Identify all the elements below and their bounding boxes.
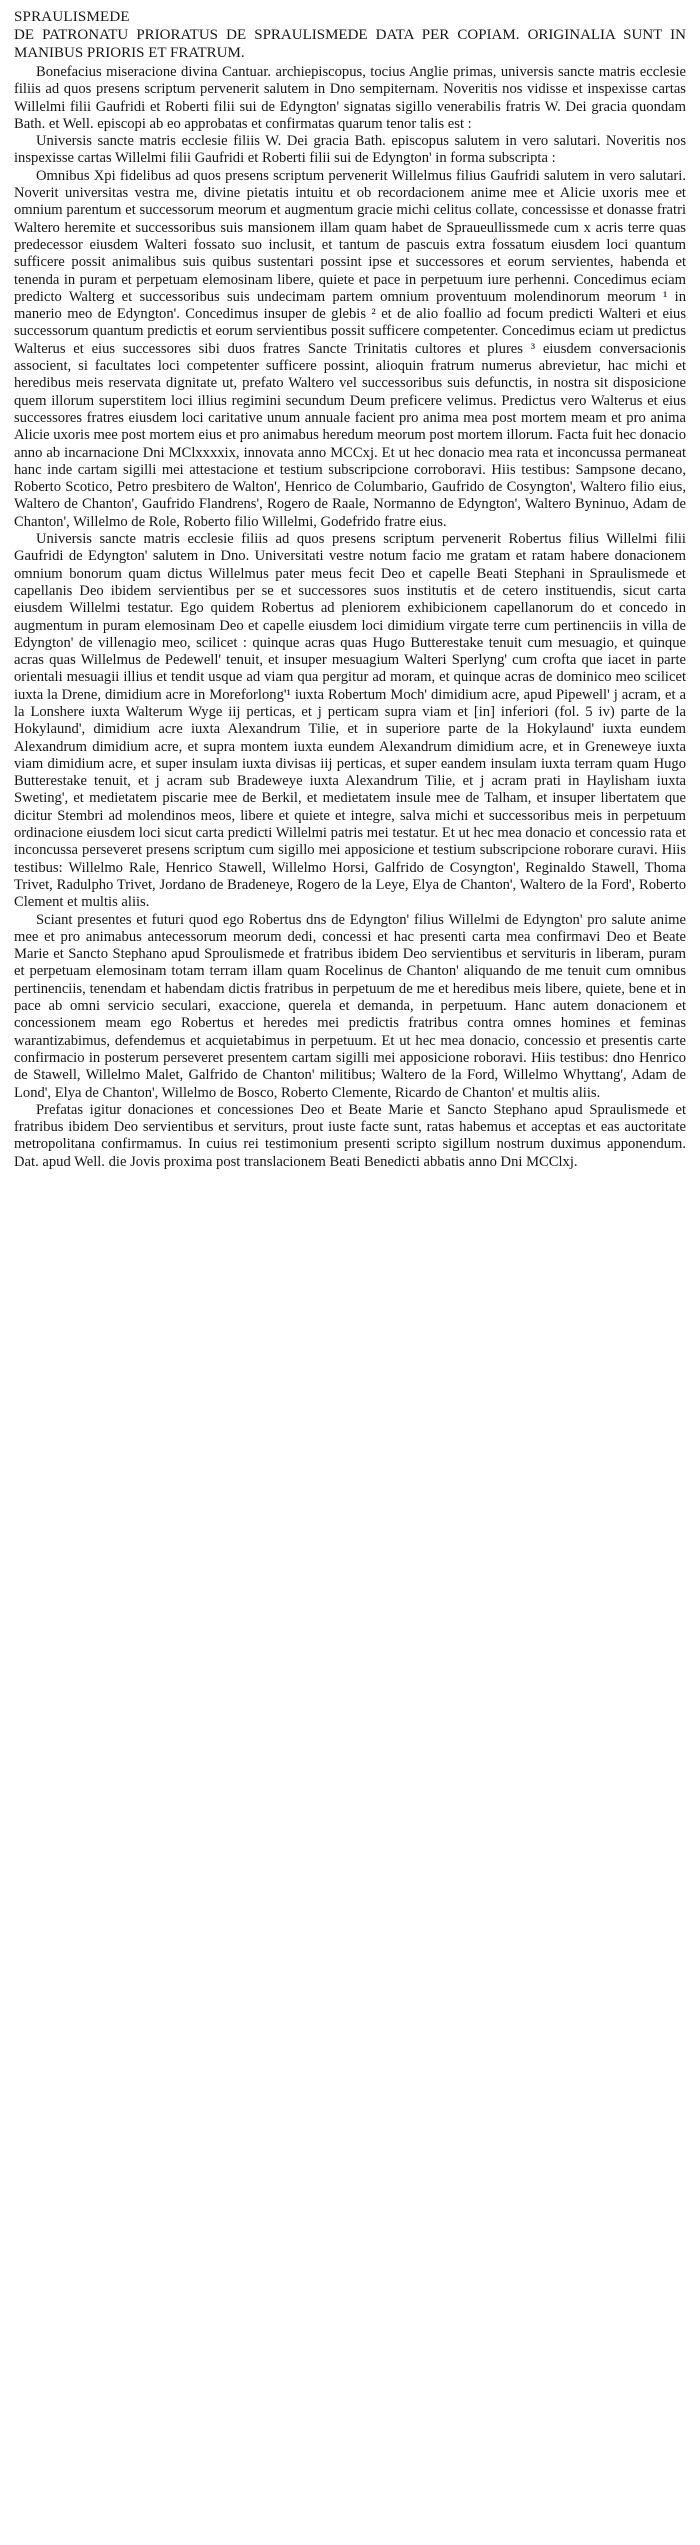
paragraph-confirmation: Prefatas igitur donaciones et concessiones Deo et Beate Marie et Sancto Stephano apud Spraulismede et fratribus ibidem Deo servientibus et serviturs, prout iuste facte sunt, ratas habemus et acceptas et eas auctoritate metropolitana confirmamus. In cuius rei testimonium presenti scripto sigillum nostrum duximus apponendum. Dat. apud Well. die Jovis proxima post translacionem Beati Benedicti abbatis anno Dni MCClxj. [14,1101,686,1170]
document-subheading: DE PATRONATU PRIORATUS DE SPRAULISMEDE DATA PER COPIAM. ORIGINALIA SUNT IN MANIBUS PRIORIS ET FRATRUM. [14,27,686,61]
document-heading: SPRAULISMEDE [14,9,130,25]
paragraph-willelmus-charter: Omnibus Xpi fidelibus ad quos presens scriptum pervenerit Willelmus filius Gaufridi salutem in vero salutari. Noverit universitas vestra me, divine pietatis intuitu et ob recordacionem anime mee et Alicie uxoris mee et omnium parentum et successorum meorum et augmentum gracie michi celitus collate, concessisse et donasse fratri Waltero heremite et successoribus suis mansionem illam quam habet de Spraueullissmede cum x acris terre quas predecessor eiusdem Walteri fossato suo inclusit, et tantum de pascuis extra fossatum eiusdem loci quantum sufficere possit animalibus suis quibus sustentari possint ipse et successores et eorum servientes, habenda et tenenda in puram et perpetuam elemosinam libere, quiete et pace in perpetuum iure perhenni. Concedimus eciam predicto Walterg et successoribus suis undecimam partem omnium proventuum molendinorum meorum ¹ in manerio meo de Edyngton'. Concedimus insuper de glebis ² et de alio foallio ad focum predicti Walteri et eius successorum quantum predictis et eorum servientibus possit sufficere competenter. Concedimus eciam ut predictus Walterus et eius successores sibi duos fratres Sancte Trinitatis cultores et plures ³ eiusdem conversacionis associent, si facultates loci competenter sufficere possint, alioquin fratrum numerus abrevietur, hac michi et heredibus meis reservata dignitate ut, prefato Waltero vel successoribus suis defunctis, in nostra sit disposicione quem illorum superstitem loci illius regimini secundum Deum preficere velimus. Predictus vero Walterus et eius successores fratres eiusdem loci caritative unum annuale facient pro anima mea post mortem meam et pro anima Alicie uxoris mee post mortem eius et pro animabus heredum meorum post mortem illorum. Facta fuit hec donacio anno ab incarnacione Dni MClxxxxix, innovata anno MCCxj. Et ut hec donacio mea rata et inconcussa permaneat hanc inde cartam sigilli mei attestacione et testium subscripcione corroboravi. Hiis testibus: Sampsone decano, Roberto Scotico, Petro presbitero de Walton', Henrico de Columbario, Gaufrido de Cosyngton', Waltero filio eius, Waltero de Chanton', Gaufrido Flandrens', Rogero de Raale, Normanno de Edyngton', Waltero Byninuo, Adam de Chanton', Willelmo de Role, Roberto filio Willelmi, Godefrido fratre eius. [14,167,686,530]
paragraph-robertus-grant: Sciant presentes et futuri quod ego Robertus dns de Edyngton' filius Willelmi de Edyngton' pro salute anime mee et pro animabus antecessorum meorum dedi, concessi et hac presenti carta mea confirmavi Deo et Beate Marie et Sancto Stephano apud Sproulismede et fratribus ibidem Deo servientibus et servituris in liberam, puram et perpetuam elemosinam totam terram illam quam Rocelinus de Chanton' aliquando de me tenuit cum omnibus pertinenciis, tenendam et habendam dictis fratribus in perpetuum de me et heredibus meis libere, quiete, bene et in pace ab omni servicio seculari, exaccione, querela et demanda, in perpetuum. Hanc autem donacionem et concessionem meam ego Robertus et heredes mei predictis fratribus contra omnes homines et feminas warantizabimus, defendemus et acquietabimus in perpetuum. Et ut hec mea donacio, concessio et presentis carte confirmacio in posterum perseveret presentem cartam sigilli mei apposicione roboravi. Hiis testibus: dno Henrico de Stawell, Willelmo Malet, Galfrido de Chanton' militibus; Waltero de la Ford, Willelmo Whyttang', Adam de Lond', Elya de Chanton', Willelmo de Bosco, Roberto Clemente, Ricardo de Chanton' et multis aliis. [14,911,686,1101]
paragraph-robertus-charter: Universis sancte matris ecclesie filiis ad quos presens scriptum pervenerit Robertus filius Willelmi filii Gaufridi de Edyngton' salutem in Dno. Universitati vestre notum facio me gratam et ratam habere donacionem omnium bonorum quam dictus Willelmus pater meus fecit Deo et capelle Beati Stephani in Spraulismede et capellanis Deo ibidem servientibus per se et successores suos institutis et de cetero instituendis, sicut carta eiusdem Willelmi testatur. Ego quidem Robertus ad pleniorem exhibicionem capellanorum do et concedo in augmentum in puram elemosinam Deo et capelle eiusdem loci dimidium virgate terre cum pertinenciis in villa de Edyngton' de villenagio meo, scilicet : quinque acras quas Hugo Butterestake tenuit cum mesuagio, et quinque acras quas Willelmus de Pedewell' tenuit, et insuper mesuagium Walteri Sperlyng' cum crofta que iacet in parte orientali mesuagii illius et tendit usque ad viam qua pergitur ad moram, et quinque acras de dominico meo scilicet iuxta la Drene, dimidium acre in Moreforlong'¹ iuxta Robertum Moch' dimidium acre, apud Pipewell' j acram, et a la Lonshere iuxta Walterum Wyge iij perticas, et j perticam supra viam et [in] inferiori (fol. 5 iv) parte de la Hokylaund', dimidium acre iuxta Alexandrum Tilie, et in superiore parte de la Hokylaund' iuxta eundem Alexandrum dimidium acre, et supra montem iuxta eundem Alexandrum dimidium acre, et in Greneweye iuxta viam dimidium acre, et super insulam iuxta divisas iij perticas, et super eandem insulam iuxta terram quam Hugo Butterestake tenuit, et j acram sub Bradeweye iuxta Alexandrum Tilie, et j acram prati in Haylisham iuxta Sweting', et medietatem piscarie mee de Berkil, et medietatem insule mee de Talham, et insuper libertatem que dicitur Stembri ad molendinos meos, libere et quiete et integre, salva michi et successoribus meis in perpetuum ordinacione eiusdem loci sicut carta predicti Willelmi patris mei testatur. Et ut hec mea donacio et concessio rata et inconcussa perseveret presens scriptum cum sigillo mei apposicione et testium subscripcione roborare curavi. Hiis testibus: Willelmo Rale, Henrico Stawell, Willelmo Horsi, Galfrido de Cosyngton', Reginaldo Stawell, Thoma Trivet, Radulpho Trivet, Jordano de Bradeneye, Rogero de la Leye, Elya de Chanton', Waltero de la Ford', Roberto Clement et multis aliis. [14,531,686,911]
paragraph-bishop-inspeximus: Universis sancte matris ecclesie filiis W. Dei gracia Bath. episcopus salutem in vero salutari. Noveritis nos inspexisse cartas Willelmi filii Gaufridi et Roberti filii sui de Edyngton' in forma subscripta : [14,133,686,167]
paragraph-archbishop-inspeximus: Bonefacius miseracione divina Cantuar. archiepiscopus, tocius Anglie primas, universis sancte matris ecclesie filiis ad quos presens scriptum pervenerit salutem in Dno sempiternam. Noveritis nos vidisse et inspexisse cartas Willelmi filii Gaufridi et Roberti filii sui de Edyngton' signatas sigillo venerabilis fratris W. Dei gracia quondam Bath. et Well. episcopi ab eo approbatas et confirmatas quarum tenor talis est : [14,64,686,132]
